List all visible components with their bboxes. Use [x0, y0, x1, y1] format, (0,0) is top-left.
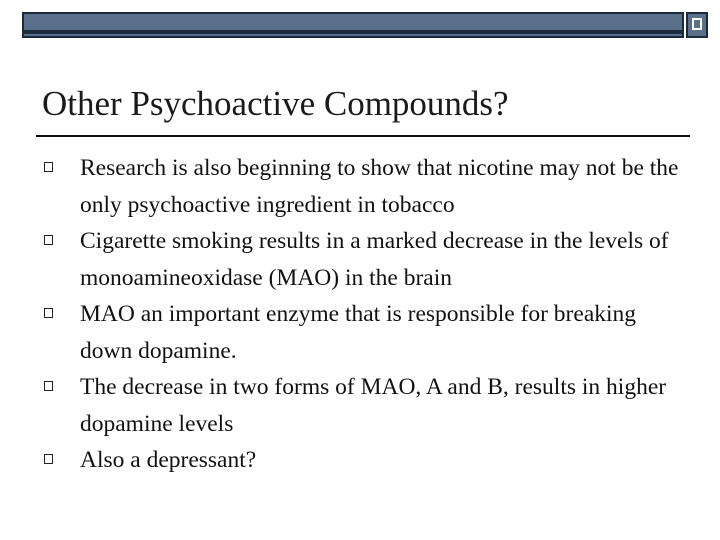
bullet-item — [42, 296, 692, 369]
bullet-item — [42, 223, 692, 296]
bullet-text: Also a depressant? — [80, 447, 257, 473]
bullet-item — [42, 369, 692, 442]
hollow-square-icon — [44, 235, 53, 245]
header-banner — [22, 12, 684, 38]
bullet-text: MAO an important enzyme that is responsible for breaking down dopamine. — [80, 301, 637, 364]
hollow-square-icon — [44, 308, 53, 318]
title-divider — [36, 135, 690, 137]
slide-title: Other Psychoactive Compounds? — [42, 84, 509, 123]
hollow-square-icon — [44, 162, 53, 172]
bullet-list — [42, 150, 692, 479]
bullet-text: Research is also beginning to show that nicotine may not be the only psychoactive ingredient in tobacco — [80, 155, 679, 218]
bullet-text: The decrease in two forms of MAO, A and B, results in higher dopamine levels — [80, 374, 667, 437]
header-banner-stripe — [22, 30, 684, 34]
hollow-square-icon — [44, 381, 53, 391]
hollow-square-icon — [44, 454, 53, 464]
bullet-text: Cigarette smoking results in a marked decrease in the levels of monoamineoxidase (MAO) in the brain — [80, 228, 669, 291]
bullet-item — [42, 150, 692, 223]
bullet-item — [42, 442, 692, 479]
header-square-inner-icon — [692, 18, 702, 30]
